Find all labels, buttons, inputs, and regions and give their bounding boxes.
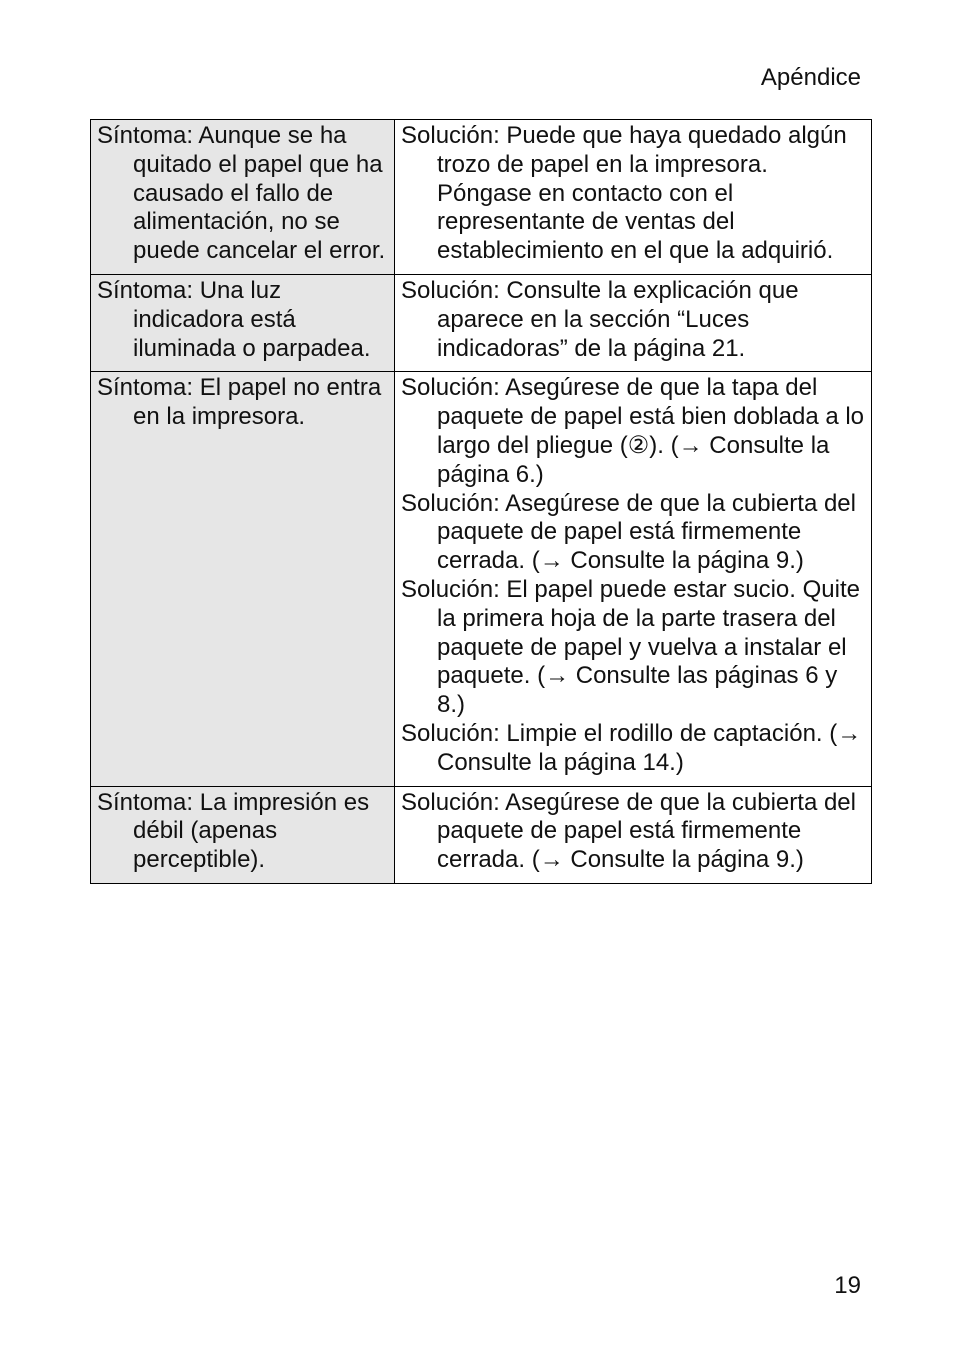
section-header: Apéndice (760, 64, 861, 91)
solution-cell (395, 372, 872, 786)
page-number: 19 (834, 1272, 861, 1299)
table-row (91, 786, 872, 883)
symptom-cell (91, 120, 395, 275)
symptom-text: Síntoma: Aunque se ha quitado el papel que ha causado el fallo de alimentación, no se puede cancelar el error. (97, 122, 386, 265)
symptom-text: Síntoma: El papel no entra en la impresora. (97, 374, 382, 431)
symptom-cell (91, 372, 395, 786)
symptom-cell (91, 786, 395, 883)
solution-cell (395, 786, 872, 883)
table-row (91, 372, 872, 786)
solution-cell (395, 120, 872, 275)
symptom-text: Síntoma: Una luz indicadora está iluminada o parpadea. (97, 276, 371, 362)
table-row (91, 120, 872, 275)
troubleshooting-table (90, 119, 872, 884)
solution-cell (395, 274, 872, 371)
solution-text: Solución: Asegúrese de que la cubierta del paquete de papel está firmemente cerrada. (→ Consulte la página 9.) (401, 489, 856, 575)
symptom-text: Síntoma: La impresión es débil (apenas perceptible). (97, 788, 370, 874)
solution-text: Solución: Asegúrese de que la tapa del paquete de papel está bien doblada a lo largo del pliegue (②). (→ Consulte la página 6.) (401, 374, 865, 488)
solution-text: Solución: Puede que haya quedado algún trozo de papel en la impresora. Póngase en contacto con el representante de ventas del establecimiento en el que la adquirió. (401, 122, 847, 265)
solution-text: Solución: Consulte la explicación que aparece en la sección “Luces indicadoras” de la página 21. (401, 276, 799, 362)
solution-text: Solución: Asegúrese de que la cubierta del paquete de papel está firmemente cerrada. (→ Consulte la página 9.) (401, 788, 856, 874)
symptom-cell (91, 274, 395, 371)
table-row (91, 274, 872, 371)
solution-text: Solución: Limpie el rodillo de captación. (→ Consulte la página 14.) (401, 719, 862, 776)
solution-text: Solución: El papel puede estar sucio. Quite la primera hoja de la parte trasera del paquete de papel y vuelva a instalar el paquete. (→ Consulte las páginas 6 y 8.) (401, 575, 860, 719)
